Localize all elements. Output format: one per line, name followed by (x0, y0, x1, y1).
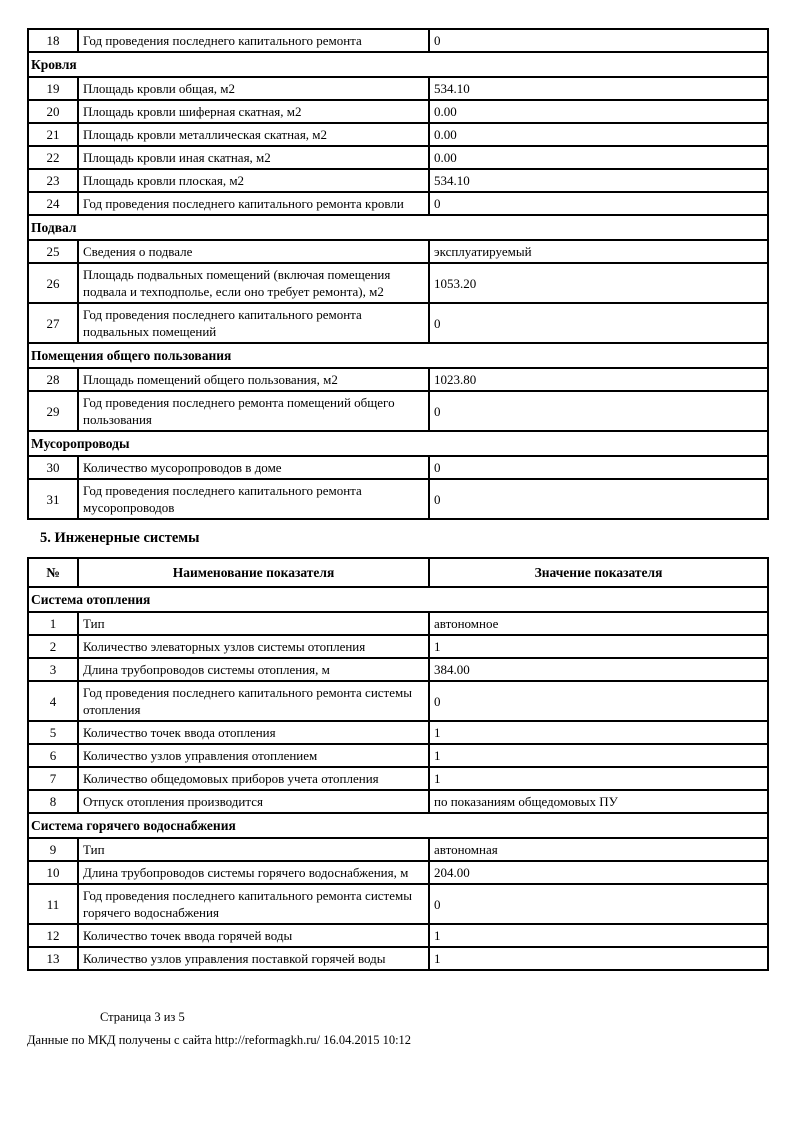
engineering-systems-table-body (28, 587, 768, 970)
indicator-value: 0 (429, 192, 768, 215)
section-label: Система горячего водоснабжения (28, 813, 768, 838)
row-number: 4 (28, 681, 78, 721)
indicator-value: 534.10 (429, 169, 768, 192)
indicator-value: 0.00 (429, 100, 768, 123)
row-number: 18 (28, 29, 78, 52)
indicator-name: Площадь кровли иная скатная, м2 (78, 146, 429, 169)
indicator-value: 1 (429, 744, 768, 767)
row-number: 21 (28, 123, 78, 146)
row-number: 30 (28, 456, 78, 479)
column-header-indicator-name: Наименование показателя (78, 558, 429, 587)
indicator-value: 0.00 (429, 146, 768, 169)
indicator-name: Длина трубопроводов системы горячего водоснабжения, м (78, 861, 429, 884)
row-number: 11 (28, 884, 78, 924)
indicator-name: Год проведения последнего капитального ремонта мусоропроводов (78, 479, 429, 519)
column-header-indicator-value: Значение показателя (429, 558, 768, 587)
building-parameters-table-body (28, 29, 768, 519)
building-parameters-table (27, 28, 769, 520)
row-number: 10 (28, 861, 78, 884)
table-row (28, 838, 768, 861)
table-row (28, 303, 768, 343)
indicator-name: Длина трубопроводов системы отопления, м (78, 658, 429, 681)
indicator-name: Год проведения последнего капитального ремонта кровли (78, 192, 429, 215)
table-row (28, 240, 768, 263)
indicator-name: Площадь кровли плоская, м2 (78, 169, 429, 192)
indicator-value: 0.00 (429, 123, 768, 146)
indicator-value: 0 (429, 391, 768, 431)
row-number: 23 (28, 169, 78, 192)
section-row (28, 587, 768, 612)
section-row (28, 215, 768, 240)
section-label: Мусоропроводы (28, 431, 768, 456)
section-label: Система отопления (28, 587, 768, 612)
row-number: 12 (28, 924, 78, 947)
table-row (28, 861, 768, 884)
section-label: Помещения общего пользования (28, 343, 768, 368)
section-row (28, 52, 768, 77)
indicator-name: Количество элеваторных узлов системы отопления (78, 635, 429, 658)
indicator-value: 1 (429, 767, 768, 790)
indicator-value: 1 (429, 635, 768, 658)
row-number: 2 (28, 635, 78, 658)
row-number: 5 (28, 721, 78, 744)
indicator-value: 0 (429, 303, 768, 343)
row-number: 7 (28, 767, 78, 790)
indicator-value: 1 (429, 924, 768, 947)
row-number: 31 (28, 479, 78, 519)
indicator-name: Площадь кровли общая, м2 (78, 77, 429, 100)
indicator-value: 384.00 (429, 658, 768, 681)
table-row (28, 884, 768, 924)
table-row (28, 658, 768, 681)
indicator-name: Год проведения последнего капитального ремонта подвальных помещений (78, 303, 429, 343)
section-row (28, 813, 768, 838)
row-number: 9 (28, 838, 78, 861)
indicator-name: Количество точек ввода отопления (78, 721, 429, 744)
table-row (28, 263, 768, 303)
table-row (28, 612, 768, 635)
indicator-value: по показаниям общедомовых ПУ (429, 790, 768, 813)
indicator-value: 0 (429, 29, 768, 52)
row-number: 24 (28, 192, 78, 215)
table-row (28, 391, 768, 431)
section-row (28, 431, 768, 456)
row-number: 3 (28, 658, 78, 681)
indicator-name: Площадь кровли металлическая скатная, м2 (78, 123, 429, 146)
table-row (28, 947, 768, 970)
table-row (28, 146, 768, 169)
table-row (28, 123, 768, 146)
indicator-value: 0 (429, 681, 768, 721)
table-row (28, 681, 768, 721)
indicator-value: 1053.20 (429, 263, 768, 303)
indicator-name: Год проведения последнего ремонта помещений общего пользования (78, 391, 429, 431)
indicator-name: Сведения о подвале (78, 240, 429, 263)
row-number: 1 (28, 612, 78, 635)
page-number: Страница 3 из 5 (100, 1010, 185, 1024)
indicator-value: 0 (429, 884, 768, 924)
indicator-name: Количество мусоропроводов в доме (78, 456, 429, 479)
table-row (28, 169, 768, 192)
row-number: 29 (28, 391, 78, 431)
row-number: 25 (28, 240, 78, 263)
indicator-name: Площадь кровли шиферная скатная, м2 (78, 100, 429, 123)
section-row (28, 343, 768, 368)
table-row (28, 924, 768, 947)
indicator-name: Отпуск отопления производится (78, 790, 429, 813)
page-footer (27, 1009, 767, 1048)
table-row (28, 744, 768, 767)
indicator-name: Год проведения последнего капитального ремонта системы горячего водоснабжения (78, 884, 429, 924)
table-row (28, 790, 768, 813)
row-number: 8 (28, 790, 78, 813)
indicator-name: Площадь помещений общего пользования, м2 (78, 368, 429, 391)
indicator-name: Количество узлов управления поставкой горячей воды (78, 947, 429, 970)
indicator-value: 1 (429, 947, 768, 970)
table-row (28, 721, 768, 744)
indicator-value: 0 (429, 456, 768, 479)
table-header-row (28, 558, 768, 587)
table-row (28, 100, 768, 123)
indicator-value: 1 (429, 721, 768, 744)
row-number: 19 (28, 77, 78, 100)
indicator-name: Количество узлов управления отоплением (78, 744, 429, 767)
data-source-note: Данные по МКД получены с сайта http://reformagkh.ru/ 16.04.2015 10:12 (27, 1033, 412, 1047)
table-row (28, 456, 768, 479)
indicator-name: Тип (78, 612, 429, 635)
indicator-value: автономное (429, 612, 768, 635)
indicator-name: Количество точек ввода горячей воды (78, 924, 429, 947)
table-row (28, 77, 768, 100)
engineering-systems-table (27, 557, 769, 971)
indicator-name: Площадь подвальных помещений (включая помещения подвала и техподполье, если оно требует ремонта), м2 (78, 263, 429, 303)
section-label: Кровля (28, 52, 768, 77)
table-row (28, 479, 768, 519)
indicator-value: 0 (429, 479, 768, 519)
table-row (28, 368, 768, 391)
row-number: 22 (28, 146, 78, 169)
row-number: 6 (28, 744, 78, 767)
section-title-engineering-systems: 5. Инженерные системы (40, 530, 200, 546)
row-number: 28 (28, 368, 78, 391)
indicator-value: 1023.80 (429, 368, 768, 391)
indicator-name: Год проведения последнего капитального ремонта (78, 29, 429, 52)
row-number: 20 (28, 100, 78, 123)
section-label: Подвал (28, 215, 768, 240)
table-row (28, 29, 768, 52)
table-row (28, 192, 768, 215)
row-number: 27 (28, 303, 78, 343)
column-header-number: № (28, 558, 78, 587)
table-row (28, 635, 768, 658)
row-number: 13 (28, 947, 78, 970)
indicator-value: 534.10 (429, 77, 768, 100)
indicator-value: 204.00 (429, 861, 768, 884)
indicator-value: эксплуатируемый (429, 240, 768, 263)
indicator-value: автономная (429, 838, 768, 861)
indicator-name: Тип (78, 838, 429, 861)
indicator-name: Год проведения последнего капитального ремонта системы отопления (78, 681, 429, 721)
table-row (28, 767, 768, 790)
row-number: 26 (28, 263, 78, 303)
indicator-name: Количество общедомовых приборов учета отопления (78, 767, 429, 790)
